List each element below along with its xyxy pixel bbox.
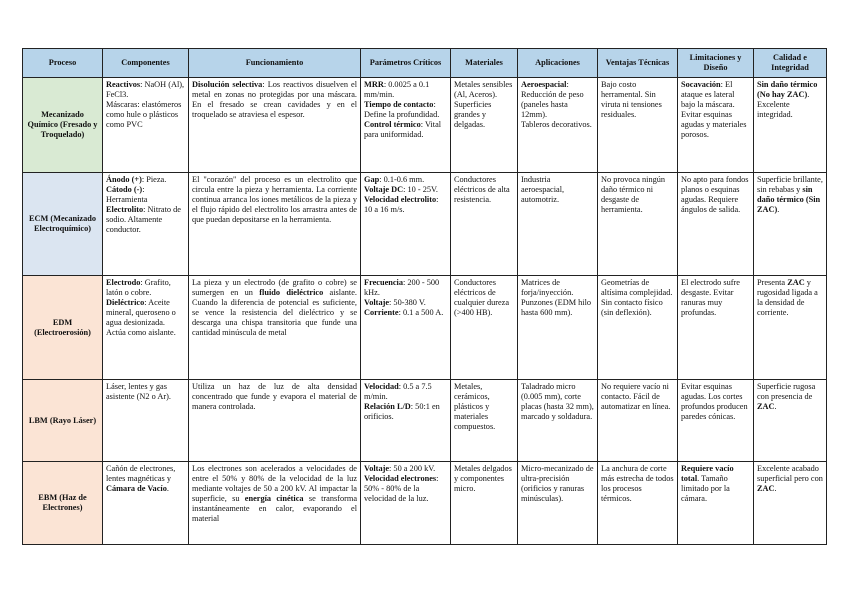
bold-text: Aeroespacial xyxy=(521,80,567,89)
bold-text: ZAC xyxy=(757,483,775,493)
applications-cell: Industria aeroespacial, automotriz. xyxy=(518,173,598,276)
cell-text: : 0.5 a 7.5 m/min. xyxy=(364,382,432,401)
cell-text: : Vital para uniformidad. xyxy=(364,119,442,139)
bold-text: fluido dieléctrico xyxy=(259,287,324,297)
cell-paragraph xyxy=(521,80,594,120)
function-cell: El "corazón" del proceso es un electrolito que circula entre la pieza y herramienta. La corriente continua arranca los iones metálicos de la pieza y el flujo rápido del electrolito los arrastra antes de que puedan depositarse en la herramienta. xyxy=(189,173,361,276)
quality-cell xyxy=(754,380,827,462)
quality-cell xyxy=(754,173,827,276)
applications-cell: Micro-mecanizado de ultra-precisión (orificios y ranuras minúsculas). xyxy=(518,462,598,545)
cell-paragraph xyxy=(364,100,447,120)
process-name-cell: ECM (Mecanizado Electroquímico) xyxy=(23,173,103,276)
cell-paragraph xyxy=(364,464,447,474)
bold-text: MRR xyxy=(364,80,384,89)
header-materiales: Materiales xyxy=(451,49,518,78)
function-cell xyxy=(189,462,361,545)
cell-text: : 0.1 a 500 A. xyxy=(398,307,444,317)
table-row xyxy=(23,276,827,380)
cell-paragraph xyxy=(106,205,185,235)
cell-text: . xyxy=(774,401,777,411)
bold-text: ZAC xyxy=(757,401,775,411)
bold-text: Electrodo xyxy=(106,278,141,287)
cell-paragraph xyxy=(364,474,447,504)
bold-text: Velocidad electrolito xyxy=(364,194,437,204)
cell-text: . xyxy=(166,483,169,493)
parameters-cell xyxy=(361,380,451,462)
bold-text: Disolución selectiva xyxy=(192,80,263,89)
materials-cell: Metales, cerámicos, plásticos y materiales compuestos. xyxy=(451,380,518,462)
cell-text: . xyxy=(774,483,777,493)
cell-text: : NaOH (Al), FeCl3. xyxy=(106,80,185,99)
cell-text: : 10 a 16 m/s. xyxy=(364,194,439,214)
components-cell xyxy=(103,173,189,276)
components-cell xyxy=(103,78,189,173)
table-row xyxy=(23,78,827,173)
bold-text: sin daño térmico (Sin ZAC) xyxy=(757,184,821,214)
header-proceso: Proceso xyxy=(23,49,103,78)
advantages-cell: No provoca ningún daño térmico ni desgaste de herramienta. xyxy=(598,173,678,276)
bold-text: energía cinética xyxy=(244,493,304,503)
components-cell: Láser, lentes y gas asistente (N2 o Ar). xyxy=(103,380,189,462)
cell-text: aislante. Cuando la diferencia de potencial es suficiente, se vence la resistencia del dieléctrico y se descarga una chispa transitoria que funde una cantidad minúscula de metal xyxy=(192,287,357,337)
parameters-cell xyxy=(361,462,451,545)
cell-paragraph xyxy=(364,402,447,422)
parameters-cell xyxy=(361,78,451,173)
cell-paragraph xyxy=(364,175,447,185)
bold-text: Voltaje xyxy=(364,297,390,307)
function-cell: Utiliza un haz de luz de alta densidad concentrado que funde y evapora el material de manera controlada. xyxy=(189,380,361,462)
cell-paragraph xyxy=(106,100,185,130)
limitations-cell xyxy=(678,78,754,173)
materials-cell: Metales sensibles (Al, Aceros). Superficies grandes y delgadas. xyxy=(451,78,518,173)
parameters-cell xyxy=(361,173,451,276)
parameters-cell xyxy=(361,276,451,380)
cell-paragraph xyxy=(106,175,185,185)
process-comparison-table xyxy=(22,48,827,545)
bold-text: Gap xyxy=(364,175,380,184)
applications-cell xyxy=(518,78,598,173)
limitations-cell xyxy=(678,462,754,545)
cell-text: : 0.1-0.6 mm. xyxy=(379,175,425,184)
bold-text: Velocidad xyxy=(364,382,399,391)
materials-cell: Conductores eléctricos de alta resistencia. xyxy=(451,173,518,276)
table-row xyxy=(23,462,827,545)
bold-text: ZAC xyxy=(787,278,805,287)
cell-text: y rugosidad ligada a la densidad de corriente. xyxy=(757,278,818,317)
cell-text: . Excelente integridad. xyxy=(757,89,810,119)
limitations-cell: Evitar esquinas agudas. Los cortes profundos producen paredes cónicas. xyxy=(678,380,754,462)
cell-paragraph xyxy=(106,185,185,205)
bold-text: Corriente xyxy=(364,307,399,317)
limitations-cell: El electrodo sufre desgaste. Evitar ranuras muy profundas. xyxy=(678,276,754,380)
cell-text: Superficie rugosa con presencia de xyxy=(757,382,816,401)
table-row xyxy=(23,380,827,462)
advantages-cell: La anchura de corte más estrecha de todos los procesos térmicos. xyxy=(598,462,678,545)
header-ventajas: Ventajas Técnicas xyxy=(598,49,678,78)
bold-text: Relación L/D xyxy=(364,401,411,411)
cell-text: : Aceite mineral, queroseno o agua desionizada. Actúa como aislante. xyxy=(106,297,176,337)
limitations-cell: No apto para fondos planos o esquinas agudas. Requiere ángulos de salida. xyxy=(678,173,754,276)
cell-text: : Nitrato de sodio. Altamente conductor. xyxy=(106,204,181,234)
process-name-cell: EDM (Electroerosión) xyxy=(23,276,103,380)
bold-text: Control térmico xyxy=(364,119,421,129)
materials-cell: Conductores eléctricos de cualquier dureza (>400 HB). xyxy=(451,276,518,380)
materials-cell: Metales delgados y componentes micro. xyxy=(451,462,518,545)
components-cell xyxy=(103,276,189,380)
cell-text: : Los reactivos disuelven el metal en zonas no protegidas por una máscara. En el fresado se crean cavidades y en el troquelado se atraviesa el espesor. xyxy=(192,80,357,119)
bold-text: Voltaje DC xyxy=(364,184,404,194)
cell-paragraph xyxy=(106,298,185,338)
cell-paragraph xyxy=(364,382,447,402)
cell-paragraph xyxy=(364,120,447,140)
cell-paragraph xyxy=(364,298,447,308)
cell-text: : elastómeros como hule o plásticos como PVC xyxy=(106,99,182,129)
quality-cell xyxy=(754,276,827,380)
cell-text: Superficie brillante, sin rebabas y xyxy=(757,175,823,194)
bold-text: Voltaje xyxy=(364,464,390,473)
bold-text: Cámara de Vacío xyxy=(106,483,167,493)
cell-paragraph xyxy=(364,185,447,195)
applications-cell: Matrices de forja/inyección. Punzones (EDM hilo hasta 600 mm). xyxy=(518,276,598,380)
header-componentes: Componentes xyxy=(103,49,189,78)
cell-paragraph xyxy=(521,120,594,130)
cell-text: : Grafito, latón o cobre. xyxy=(106,278,171,297)
cell-text: La pieza y un electrodo (de grafito o cobre) se sumergen en un xyxy=(192,278,357,297)
components-cell xyxy=(103,462,189,545)
process-name-cell: Mecanizado Químico (Fresado y Troquelado) xyxy=(23,78,103,173)
header-row xyxy=(23,49,827,78)
cell-text: Los electrones son acelerados a velocidades de entre el 50% y 80% de la velocidad de la luz mediante voltajes de 50 a 200 kV. Al impactar la superficie, su xyxy=(192,464,357,503)
cell-text: Cañón de electrones, lentes magnéticas y xyxy=(106,464,176,483)
bold-text: Cátodo (-) xyxy=(106,184,143,194)
header-limitaciones: Limitaciones y Diseño xyxy=(678,49,754,78)
bold-text: Velocidad electrones xyxy=(364,473,437,483)
cell-text: : El ataque es lateral bajo la máscara. Evitar esquinas agudas y materiales porosos. xyxy=(681,80,747,139)
bold-text: Electrolito xyxy=(106,204,144,214)
bold-text: Ánodo (+) xyxy=(106,175,142,184)
cell-text: : 50% - 80% de la velocidad de la luz. xyxy=(364,473,439,503)
cell-paragraph xyxy=(364,278,447,298)
bold-text: Reactivos xyxy=(106,80,141,89)
cell-text: : Pieza. xyxy=(141,175,167,184)
cell-text: Tableros decorativos. xyxy=(521,119,592,129)
applications-cell: Taladrado micro (0.005 mm), corte placas (hasta 32 mm), marcado y soldadura. xyxy=(518,380,598,462)
cell-text: : Reducción de peso (paneles hasta 12mm). xyxy=(521,80,584,119)
cell-paragraph xyxy=(364,195,447,215)
bold-text: Socavación xyxy=(681,80,721,89)
cell-text: . Tamaño limitado por la cámara. xyxy=(681,473,730,503)
bold-text: Requiere vacío total xyxy=(681,464,734,483)
bold-text: Sin daño térmico (No hay ZAC) xyxy=(757,80,818,99)
cell-text: Excelente acabado superficial pero con xyxy=(757,464,823,483)
bold-text: Dieléctrico xyxy=(106,297,145,307)
cell-text: Máscaras xyxy=(106,99,138,109)
header-calidad: Calidad e Integridad xyxy=(754,49,827,78)
cell-text: : 0.0025 a 0.1 mm/min. xyxy=(364,80,430,99)
header-aplicaciones: Aplicaciones xyxy=(518,49,598,78)
advantages-cell: Geometrías de altísima complejidad. Sin contacto físico (sin deflexión). xyxy=(598,276,678,380)
quality-cell xyxy=(754,462,827,545)
cell-text: se transforma instantáneamente en calor, evaporando el material xyxy=(192,493,358,523)
cell-text: : 50-380 V. xyxy=(389,297,426,307)
function-cell xyxy=(189,276,361,380)
header-parametros: Parámetros Críticos xyxy=(361,49,451,78)
cell-text: : 200 - 500 kHz. xyxy=(364,278,440,297)
process-name-cell: EBM (Haz de Electrones) xyxy=(23,462,103,545)
advantages-cell: No requiere vacío ni contacto. Fácil de automatizar en línea. xyxy=(598,380,678,462)
process-name-cell: LBM (Rayo Láser) xyxy=(23,380,103,462)
cell-paragraph xyxy=(364,308,447,318)
header-funcionamiento: Funcionamiento xyxy=(189,49,361,78)
bold-text: Tiempo de contacto xyxy=(364,99,434,109)
advantages-cell: Bajo costo herramental. Sin viruta ni tensiones residuales. xyxy=(598,78,678,173)
cell-text: Presenta xyxy=(757,278,788,287)
table-row xyxy=(23,173,827,276)
function-cell xyxy=(189,78,361,173)
cell-paragraph xyxy=(106,278,185,298)
cell-paragraph xyxy=(106,80,185,100)
bold-text: Frecuencia xyxy=(364,278,404,287)
cell-text: . xyxy=(777,204,780,214)
quality-cell xyxy=(754,78,827,173)
cell-text: : Define la profundidad. xyxy=(364,99,440,119)
cell-paragraph xyxy=(364,80,447,100)
cell-text: : 50:1 en orificios. xyxy=(364,401,440,421)
cell-text: : 50 a 200 kV. xyxy=(389,464,436,473)
cell-text: : Herramienta xyxy=(106,184,148,204)
cell-text: : 10 - 25V. xyxy=(403,184,438,194)
